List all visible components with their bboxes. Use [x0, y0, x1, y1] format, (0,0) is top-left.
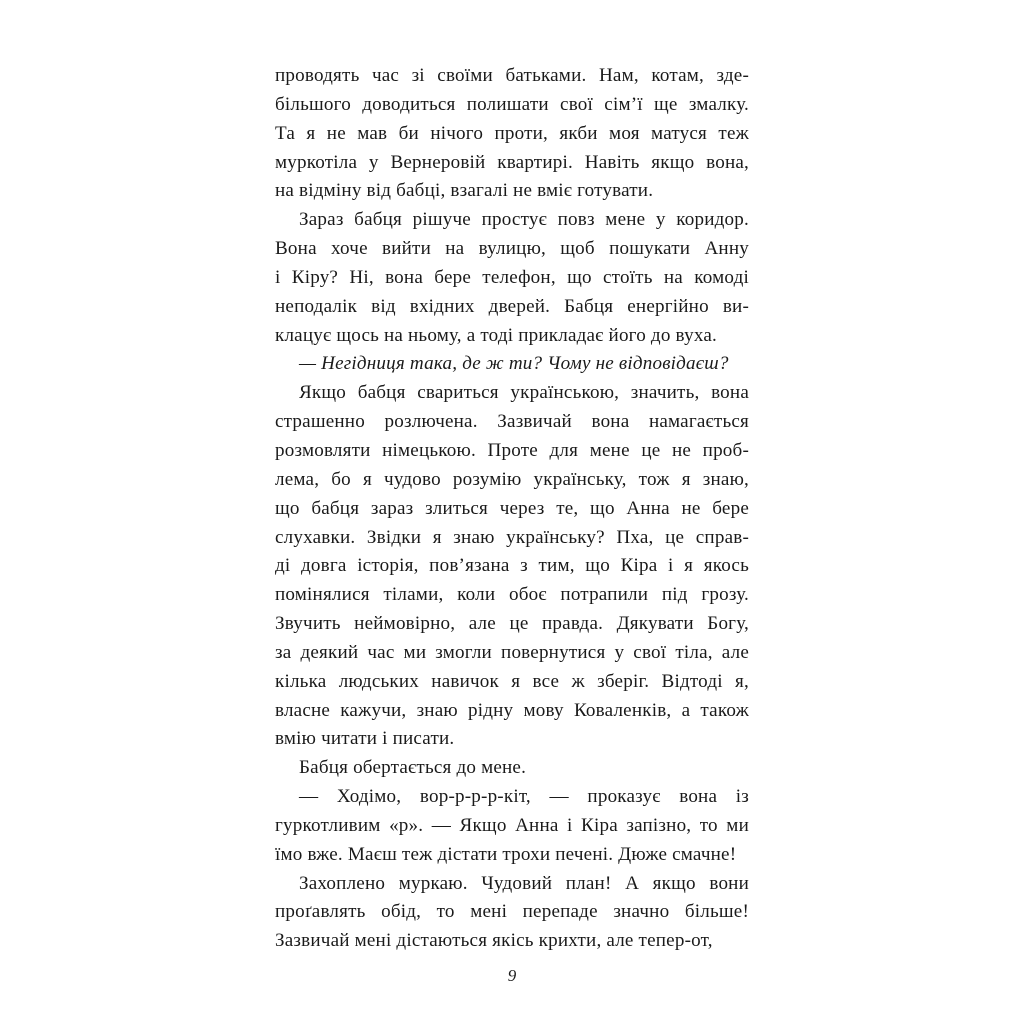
- text-line: проґавлять обід, то мені перепаде значно більше!: [275, 901, 749, 923]
- text-line: Захоплено муркаю. Чудовий план! А якщо вони: [299, 872, 749, 894]
- paragraph-dialogue: [275, 350, 749, 379]
- text-line: кілька людських навичок я все ж зберіг. Відтоді я,: [275, 670, 749, 692]
- text-line: вмію читати і писати.: [275, 728, 455, 750]
- text-line: проводять час зі своїми батьками. Нам, котам, зде-: [275, 65, 749, 86]
- text-line: Якщо бабця свариться українською, значить, вона: [299, 382, 749, 404]
- text-line: муркотіла у Вернеровій квартирі. Навіть якщо вона,: [275, 151, 749, 173]
- text-line-italic: — Негідниця така, де ж ти? Чому не відповідаєш?: [299, 353, 729, 375]
- text-line: що бабця зараз злиться через те, що Анна не бере: [275, 497, 749, 519]
- text-line: лема, бо я чудово розумію українську, тож я знаю,: [275, 468, 749, 490]
- text-line: Бабця обертається до мене.: [299, 757, 527, 779]
- text-line: слухавки. Звідки я знаю українську? Пха, це справ-: [275, 526, 749, 548]
- text-line: більшого доводиться полишати свої сім’ї ще змалку.: [275, 93, 749, 115]
- text-line: розмовляти німецькою. Проте для мене це не проб-: [275, 439, 749, 461]
- text-line: Вона хоче вийти на вулицю, щоб пошукати Анну: [275, 238, 749, 260]
- text-line: ді довга історія, пов’язана з тим, що Кіра і я якось: [275, 555, 749, 577]
- text-line: страшенно розлючена. Зазвичай вона намагається: [275, 411, 749, 433]
- text-line: Та я не мав би нічого проти, якби моя матуся теж: [275, 122, 749, 144]
- text-line: клацує щось на ньому, а тоді прикладає його до вуха.: [275, 324, 717, 346]
- text-line: Зазвичай мені дістаються якісь крихти, але тепер-от,: [275, 930, 713, 952]
- paragraph: [275, 379, 749, 754]
- text-line: Звучить неймовірно, але це правда. Дякувати Богу,: [275, 613, 749, 635]
- text-line: на відміну від бабці, взагалі не вміє готувати.: [275, 180, 654, 202]
- text-line: неподалік від вхідних дверей. Бабця енергійно ви-: [275, 295, 749, 317]
- paragraph: [275, 206, 749, 350]
- paragraph: [275, 62, 749, 206]
- page-text-block: [275, 62, 749, 956]
- text-line: помінялися тілами, коли обоє потрапили під грозу.: [275, 584, 749, 606]
- text-line: за деякий час ми змогли повернутися у свої тіла, але: [275, 641, 749, 663]
- text-line: і Кіру? Ні, вона бере телефон, що стоїть на комоді: [275, 266, 749, 288]
- page-number: 9: [507, 966, 517, 985]
- paragraph-dialogue: [275, 783, 749, 870]
- text-line: гуркотливим «р». — Якщо Анна і Кіра запізно, то ми: [275, 814, 749, 836]
- text-line: їмо вже. Маєш теж дістати трохи печені. Дюже смачне!: [275, 843, 737, 865]
- text-line: — Ходімо, вор-р-р-р-кіт, — проказує вона із: [299, 786, 749, 808]
- text-line: Зараз бабця рішуче простує повз мене у коридор.: [299, 209, 749, 231]
- paragraph: [275, 754, 749, 783]
- paragraph: [275, 870, 749, 957]
- text-line: власне кажучи, знаю рідну мову Коваленків, а також: [275, 699, 749, 721]
